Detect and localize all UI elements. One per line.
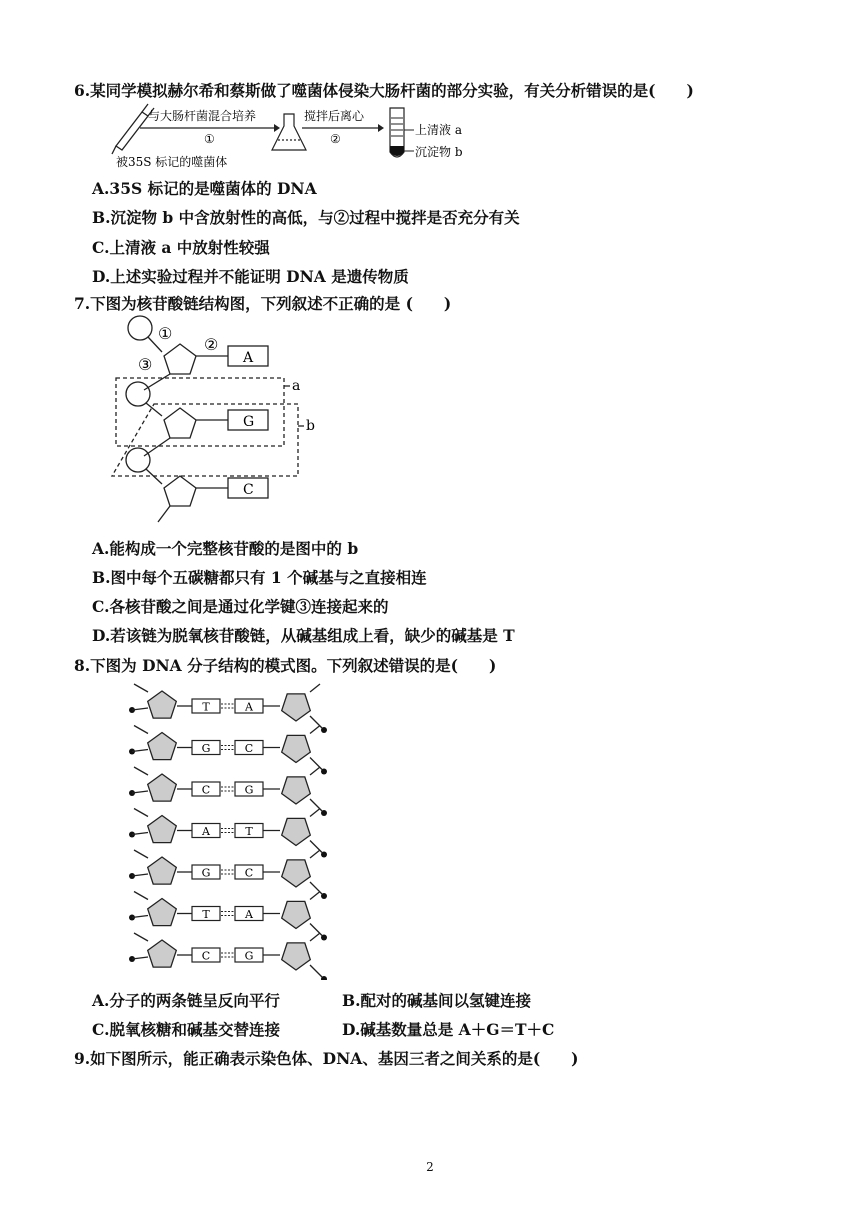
- q7-option-b: B.图中每个五碳糖都只有 1 个碱基与之直接相连: [92, 568, 427, 587]
- q7-box-a-label: a: [292, 378, 301, 394]
- q7-option-c: C.各核苷酸之间是通过化学键③连接起来的: [92, 597, 389, 616]
- base-left-label: T: [202, 700, 210, 714]
- q6-stem: 6.某同学模拟赫尔希和蔡斯做了噬菌体侵染大肠杆菌的部分实验，有关分析错误的是( ): [74, 81, 694, 100]
- base-right-label: T: [245, 825, 253, 838]
- q8-option-b: B.配对的碱基间以氢键连接: [342, 991, 531, 1010]
- base-right-label: G: [244, 949, 254, 963]
- q8-option-d: D.碱基数量总是 A＋G＝T＋C: [342, 1020, 555, 1039]
- q7-base-2: G: [243, 414, 255, 430]
- q6-step1-num: ①: [204, 132, 215, 146]
- deoxyribose-right: [282, 694, 311, 721]
- page-number: 2: [426, 1160, 434, 1174]
- q7-box-b-label: b: [306, 418, 315, 434]
- q8-stem: 8.下图为 DNA 分子结构的模式图。下列叙述错误的是( ): [74, 656, 497, 675]
- deoxyribose-left: [148, 940, 177, 967]
- phosphate-dot: [321, 769, 327, 775]
- q8-dna-figure: [120, 678, 340, 980]
- deoxyribose-left: [148, 816, 177, 843]
- deoxyribose-left: [148, 691, 177, 718]
- q6-option-b: B.沉淀物 b 中含放射性的高低，与②过程中搅拌是否充分有关: [92, 208, 520, 227]
- base-right-label: A: [245, 908, 253, 921]
- phosphate-dot: [321, 810, 327, 816]
- q6-figure: [108, 100, 488, 172]
- phosphate-dot: [321, 852, 327, 858]
- base-left-label: C: [201, 783, 211, 797]
- q6-sediment-label: 沉淀物 b: [415, 145, 463, 159]
- phosphate-dot: [321, 893, 327, 899]
- deoxyribose-right: [282, 818, 311, 845]
- q8-option-c: C.脱氧核糖和碱基交替连接: [92, 1020, 280, 1039]
- q6-step2: 搅拌后离心: [304, 109, 365, 123]
- q7-label-3: ③: [138, 355, 153, 374]
- q6-supernatant-label: 上清液 a: [415, 123, 462, 137]
- deoxyribose-right: [282, 735, 311, 762]
- test-tube-icon: [390, 108, 404, 157]
- base-right-label: A: [245, 700, 253, 714]
- deoxyribose-left: [148, 857, 177, 884]
- q6-option-d: D.上述实验过程并不能证明 DNA 是遗传物质: [92, 267, 409, 286]
- base-left-label: C: [201, 949, 211, 963]
- q6-phage-label: 被35S 标记的噬菌体: [116, 155, 228, 169]
- deoxyribose-left: [148, 733, 177, 760]
- base-right-label: C: [244, 866, 254, 880]
- base-left-label: T: [202, 908, 210, 921]
- q7-stem: 7.下图为核苷酸链结构图，下列叙述不正确的是 ( ): [74, 294, 452, 313]
- base-left-label: G: [201, 866, 211, 880]
- base-left-label: A: [202, 825, 210, 838]
- base-left-label: G: [201, 742, 211, 755]
- q7-label-2: ②: [204, 335, 219, 354]
- deoxyribose-right: [282, 943, 311, 970]
- phosphate-dot: [321, 935, 327, 941]
- phosphate-dot: [321, 727, 327, 733]
- q6-option-a: A.35S 标记的是噬菌体的 DNA: [92, 179, 317, 198]
- q6-step2-num: ②: [330, 132, 341, 146]
- q7-base-3: C: [243, 482, 254, 498]
- base-right-label: G: [244, 783, 254, 797]
- q6-option-c: C.上清液 a 中放射性较强: [92, 238, 270, 257]
- flask-icon: [272, 114, 306, 150]
- q8-option-a: A.分子的两条链呈反向平行: [92, 991, 280, 1010]
- deoxyribose-right: [282, 860, 311, 887]
- q7-figure: [108, 314, 328, 528]
- deoxyribose-right: [282, 777, 311, 804]
- q7-label-1: ①: [158, 324, 173, 343]
- deoxyribose-right: [282, 901, 311, 928]
- deoxyribose-left: [148, 899, 177, 926]
- deoxyribose-left: [148, 774, 177, 801]
- base-right-label: C: [244, 742, 254, 755]
- q9-stem: 9.如下图所示，能正确表示染色体、DNA、基因三者之间关系的是( ): [74, 1049, 579, 1068]
- q7-option-d: D.若该链为脱氧核苷酸链，从碱基组成上看，缺少的碱基是 T: [92, 626, 515, 645]
- q6-step1: 与大肠杆菌混合培养: [148, 109, 257, 123]
- q7-option-a: A.能构成一个完整核苷酸的是图中的 b: [92, 539, 359, 558]
- q7-base-1: A: [243, 350, 254, 366]
